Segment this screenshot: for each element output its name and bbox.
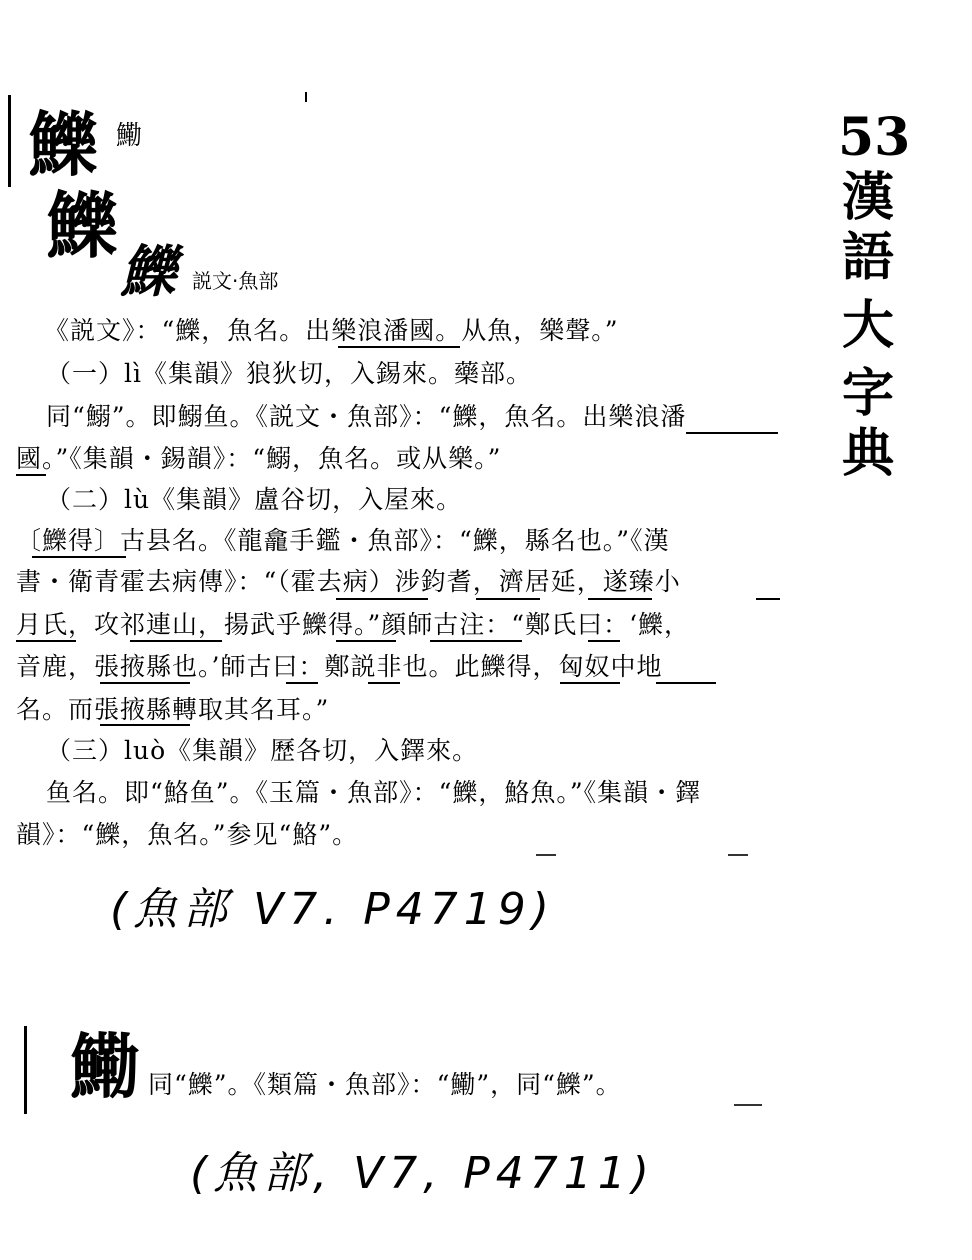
underline-place-14 (100, 724, 190, 726)
entry1-line-12: 鱼名。即“鮥鱼”。《玉篇・魚部》：“鱳，鮥魚。”《集韻・鐸 (46, 778, 702, 807)
underline-place-10 (336, 640, 396, 642)
underline-place-7 (756, 598, 780, 600)
entry1-variant: 鰳 (116, 121, 143, 151)
entry1-seal-script: 鱳 (120, 239, 176, 305)
entry1-line-6: 〔鱳得〕古县名。《龍龕手鑑・魚部》：“鱳，縣名也。”《漢 (16, 526, 670, 555)
side-title-6: 典 (841, 423, 894, 484)
side-title-1: 53 (838, 107, 911, 168)
underline-place-11 (100, 682, 190, 684)
tick-mark-top (305, 92, 307, 102)
underline-place-13 (656, 682, 716, 684)
entry1-seal-caption: 説文·魚部 (192, 269, 279, 293)
underline-name-4 (286, 682, 318, 684)
underline-name-3 (588, 640, 620, 642)
underline-place-5 (476, 598, 540, 600)
margin-bar-top (8, 95, 11, 187)
underline-place-1 (338, 346, 460, 348)
entry1-line-8: 月氏，攻祁連山，揚武乎鱳得。”顔師古注：“鄭氏曰：‘鱳， (16, 610, 691, 639)
scan-mark-3 (734, 1104, 762, 1106)
underline-place-3 (16, 474, 46, 476)
entry1-line-3: 同“鰯”。即鰯鱼。《説文・魚部》：“鱳，魚名。出樂浪潘 (46, 402, 687, 431)
margin-bar-bottom (24, 1026, 27, 1114)
side-title-4: 大 (841, 295, 894, 356)
underline-place-9 (130, 640, 222, 642)
entry1-line-2: （一）lì《集韻》狼狄切，入錫來。藥部。 (46, 359, 532, 388)
underline-name-1 (336, 598, 428, 600)
underline-place-4 (32, 556, 126, 558)
underline-name-2 (430, 640, 522, 642)
entry1-line-5: （二）lù《集韻》盧谷切，入屋來。 (46, 485, 463, 514)
entry1-line-11: （三）luò《集韻》歷各切，入鐸來。 (46, 736, 479, 765)
side-title-3: 語 (841, 227, 894, 288)
underline-place-8 (16, 640, 76, 642)
entry1-line-7: 書・衛青霍去病傳》：“（霍去病）涉鈞耆，濟居延，遂臻小 (16, 567, 681, 596)
entry1-line-4: 國。”《集韻・錫韻》：“鰯，魚名。或从樂。” (16, 444, 502, 473)
underline-name-5 (368, 682, 400, 684)
entry1-line-10: 名。而張掖縣轉取其名耳。” (16, 695, 330, 724)
scan-mark-2 (728, 854, 748, 856)
handwritten-note-2: (魚部, V7, P4711) (190, 1148, 655, 1199)
underline-place-6 (588, 598, 652, 600)
entry1-line-13: 韻》：“鱳，魚名。”参见“鮥”。 (16, 820, 359, 849)
side-title-2: 漢 (841, 167, 894, 228)
side-title-5: 字 (841, 363, 894, 424)
entry1-headword-large: 鱳 (46, 183, 119, 268)
entry2-headword: 鰳 (70, 1025, 140, 1108)
scan-mark-1 (536, 854, 556, 856)
entry1-headword: 鱳 (28, 103, 98, 186)
entry2-text: 同“鱳”。《類篇・魚部》：“鰳”，同“鱳”。 (148, 1070, 622, 1099)
entry1-line-9: 音鹿，張掖縣也。’師古曰：鄭説非也。此鱳得，匈奴中地 (16, 652, 663, 681)
underline-place-12 (560, 682, 620, 684)
entry1-line-1: 《説文》：“鱳，魚名。出樂浪潘國。从魚，樂聲。” (44, 316, 619, 345)
handwritten-note-1: (魚部 V7. P4719) (110, 884, 555, 935)
underline-place-2 (686, 432, 778, 434)
